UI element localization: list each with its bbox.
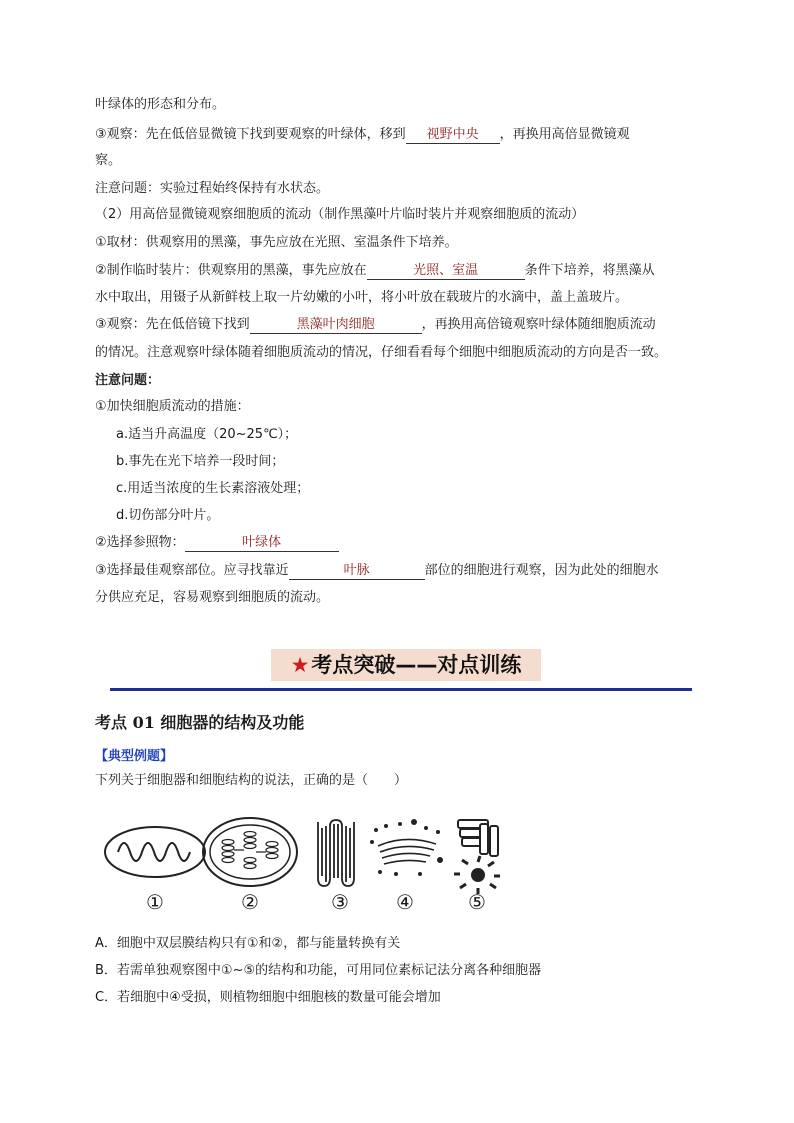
mitochondrion-drawing — [105, 827, 205, 877]
figure-label: ④ — [396, 890, 414, 914]
text-line: 分供应充足，容易观察到细胞质的流动。 — [95, 590, 330, 605]
text-segment: ③观察：先在低倍显微镜下找到要观察的叶绿体，移到 — [95, 127, 406, 142]
text-line: 察。 — [95, 153, 122, 168]
text-segment: ，再换用高倍显微镜观 — [499, 127, 630, 142]
text-line: ①加快细胞质流动的措施： — [95, 399, 250, 414]
text-line: 的情况。注意观察叶绿体随着细胞质流动的情况，仔细看看每个细胞中细胞质流动的方向是否一致。 — [95, 345, 668, 360]
text-line — [95, 534, 705, 552]
section-heading: 考点 01 细胞器的结构及功能 — [95, 713, 305, 732]
text-line — [95, 262, 705, 280]
text-segment: 条件下培养，将黑藻从 — [524, 263, 655, 278]
option-c: C．若细胞中④受损，则植物细胞中细胞核的数量可能会增加 — [95, 990, 441, 1005]
chloroplast-drawing — [203, 818, 297, 886]
figure-label: ① — [146, 890, 164, 914]
option-b: B．若需单独观察图中①~⑤的结构和功能，可用同位素标记法分离各种细胞器 — [95, 963, 542, 978]
text-line: b.事先在光下培养一段时间； — [116, 454, 285, 469]
text-segment: ③选择最佳观察部位。应寻找靠近 — [95, 563, 289, 578]
text-segment: 部位的细胞进行观察，因为此处的细胞水 — [424, 563, 659, 578]
answer-blank: 叶绿体 — [185, 535, 339, 552]
question-text: 下列关于细胞器和细胞结构的说法，正确的是（ ） — [95, 773, 408, 788]
text-segment: ，再换用高倍镜观察叶绿体随细胞质流动 — [421, 317, 656, 332]
answer-blank: 叶脉 — [289, 563, 425, 580]
example-tag: 【典型例题】 — [95, 749, 174, 764]
text-segment: ②制作临时装片：供观察用的黑藻，事先应放在 — [95, 263, 367, 278]
text-line: 叶绿体的形态和分布。 — [95, 97, 226, 112]
answer-blank: 黑藻叶肉细胞 — [250, 317, 422, 334]
text-line: 注意问题：实验过程始终保持有水状态。 — [95, 181, 330, 196]
text-line — [95, 316, 705, 334]
endoplasmic-reticulum-drawing — [318, 820, 354, 886]
text-line: 水中取出，用镊子从新鲜枝上取一片幼嫩的小叶，将小叶放在载玻片的水滴中，盖上盖玻片。 — [95, 290, 629, 305]
banner-title: 考点突破——对点训练 — [311, 653, 522, 677]
text-line — [95, 562, 705, 580]
text-line: ①取材：供观察用的黑藻，事先应放在光照、室温条件下培养。 — [95, 235, 458, 250]
centrosome-drawing — [454, 820, 500, 894]
divider-rule — [110, 688, 692, 691]
text-segment: ③观察：先在低倍镜下找到 — [95, 317, 250, 332]
text-line: 注意问题： — [95, 373, 161, 388]
text-line: c.用适当浓度的生长素溶液处理； — [116, 481, 310, 496]
text-segment: ②选择参照物： — [95, 535, 185, 550]
option-a: A．细胞中双层膜结构只有①和②，都与能量转换有关 — [95, 936, 401, 951]
figure-label: ⑤ — [468, 890, 486, 914]
section-banner — [271, 649, 541, 681]
text-line: （2）用高倍显微镜观察细胞质的流动（制作黑藻叶片临时装片并观察细胞质的流动） — [95, 207, 585, 222]
golgi-apparatus-drawing — [370, 819, 443, 876]
figure-label: ② — [241, 890, 259, 914]
figure-label: ③ — [331, 890, 349, 914]
answer-blank: 视野中央 — [406, 127, 500, 144]
star-icon: ★ — [290, 653, 310, 677]
text-line — [95, 126, 705, 144]
text-line: a.适当升高温度（20~25℃）； — [116, 427, 298, 442]
answer-blank: 光照、室温 — [367, 263, 525, 280]
text-line: d.切伤部分叶片。 — [116, 508, 220, 523]
